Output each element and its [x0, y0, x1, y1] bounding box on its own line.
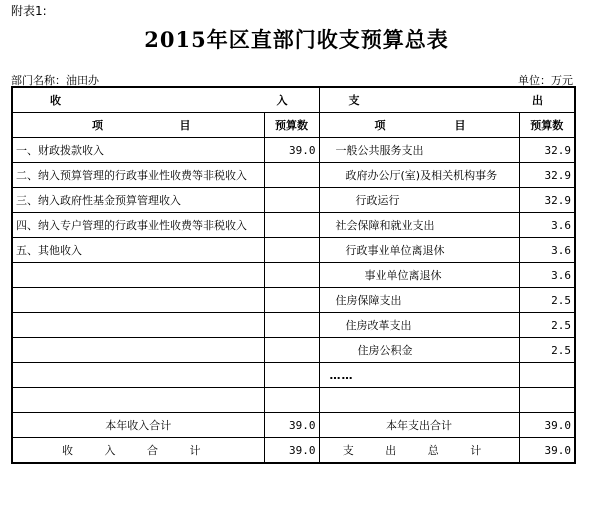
expense-item: 行政运行 [319, 188, 519, 213]
income-item [12, 288, 264, 313]
income-value [264, 338, 319, 363]
income-grand-total-label: 收 入 合 计 [12, 438, 264, 464]
expense-header [319, 87, 575, 113]
income-item [12, 263, 264, 288]
department-name: 部门名称：油田办 [11, 74, 99, 87]
budget-header-right: 预算数 [519, 113, 575, 138]
table-row [12, 163, 575, 188]
expense-item: 社会保障和就业支出 [319, 213, 519, 238]
budget-table [11, 86, 576, 464]
expense-item: 住房保障支出 [319, 288, 519, 313]
year-total-row [12, 413, 575, 438]
table-row [12, 238, 575, 263]
table-row [12, 138, 575, 163]
income-value [264, 163, 319, 188]
expense-item [319, 388, 519, 413]
income-item [12, 363, 264, 388]
expense-value: 2.5 [519, 313, 575, 338]
income-grand-total-value: 39.0 [264, 438, 319, 464]
expense-value: 32.9 [519, 188, 575, 213]
income-value [264, 213, 319, 238]
income-header-left: 收 [50, 94, 61, 107]
expense-grand-total-value: 39.0 [519, 438, 575, 464]
income-year-total-label: 本年收入合计 [12, 413, 264, 438]
expense-header-right: 出 [532, 94, 543, 107]
item-header-left-b: 目 [179, 119, 191, 132]
expense-item: 住房公积金 [319, 338, 519, 363]
expense-value: 32.9 [519, 138, 575, 163]
table-row [12, 363, 575, 388]
income-year-total-value: 39.0 [264, 413, 319, 438]
expense-value: 3.6 [519, 238, 575, 263]
unit-label: 单位：万元 [518, 74, 573, 87]
expense-value [519, 388, 575, 413]
income-item: 三、纳入政府性基金预算管理收入 [12, 188, 264, 213]
table-row [12, 213, 575, 238]
expense-grand-total-label: 支 出 总 计 [319, 438, 519, 464]
income-value [264, 363, 319, 388]
expense-year-total-value: 39.0 [519, 413, 575, 438]
income-value [264, 288, 319, 313]
income-value [264, 263, 319, 288]
income-item [12, 338, 264, 363]
income-item: 二、纳入预算管理的行政事业性收费等非税收入 [12, 163, 264, 188]
expense-item: 行政事业单位离退休 [319, 238, 519, 263]
income-value [264, 313, 319, 338]
budget-header-left: 预算数 [264, 113, 319, 138]
expense-value [519, 363, 575, 388]
table-subheader-row [12, 113, 575, 138]
income-value [264, 388, 319, 413]
item-header-right-b: 目 [454, 119, 466, 132]
table-header-row [12, 87, 575, 113]
expense-year-total-label: 本年支出合计 [319, 413, 519, 438]
income-value [264, 188, 319, 213]
income-item: 一、财政拨款收入 [12, 138, 264, 163]
expense-item-ellipsis: …… [319, 363, 519, 388]
income-item: 五、其他收入 [12, 238, 264, 263]
expense-value: 3.6 [519, 263, 575, 288]
expense-item: 政府办公厅(室)及相关机构事务 [319, 163, 519, 188]
table-row [12, 288, 575, 313]
expense-item: 事业单位离退休 [319, 263, 519, 288]
expense-value: 32.9 [519, 163, 575, 188]
table-row [12, 388, 575, 413]
item-header-right [319, 113, 519, 138]
income-header-right: 入 [276, 94, 288, 107]
item-header-right-a: 项 [374, 119, 386, 132]
item-header-left [12, 113, 264, 138]
expense-item: 住房改革支出 [319, 313, 519, 338]
grand-total-row [12, 438, 575, 464]
income-item [12, 388, 264, 413]
attachment-label: 附表1: [11, 4, 47, 18]
table-row [12, 313, 575, 338]
income-value: 39.0 [264, 138, 319, 163]
table-row [12, 188, 575, 213]
table-row [12, 263, 575, 288]
expense-item: 一般公共服务支出 [319, 138, 519, 163]
table-row [12, 338, 575, 363]
income-value [264, 238, 319, 263]
income-header [12, 87, 319, 113]
expense-header-left: 支 [348, 94, 360, 107]
expense-value: 2.5 [519, 288, 575, 313]
income-item: 四、纳入专户管理的行政事业性收费等非税收入 [12, 213, 264, 238]
expense-value: 3.6 [519, 213, 575, 238]
page-title: 2015年区直部门收支预算总表 [144, 27, 449, 52]
item-header-left-a: 项 [92, 119, 103, 132]
income-item [12, 313, 264, 338]
expense-value: 2.5 [519, 338, 575, 363]
